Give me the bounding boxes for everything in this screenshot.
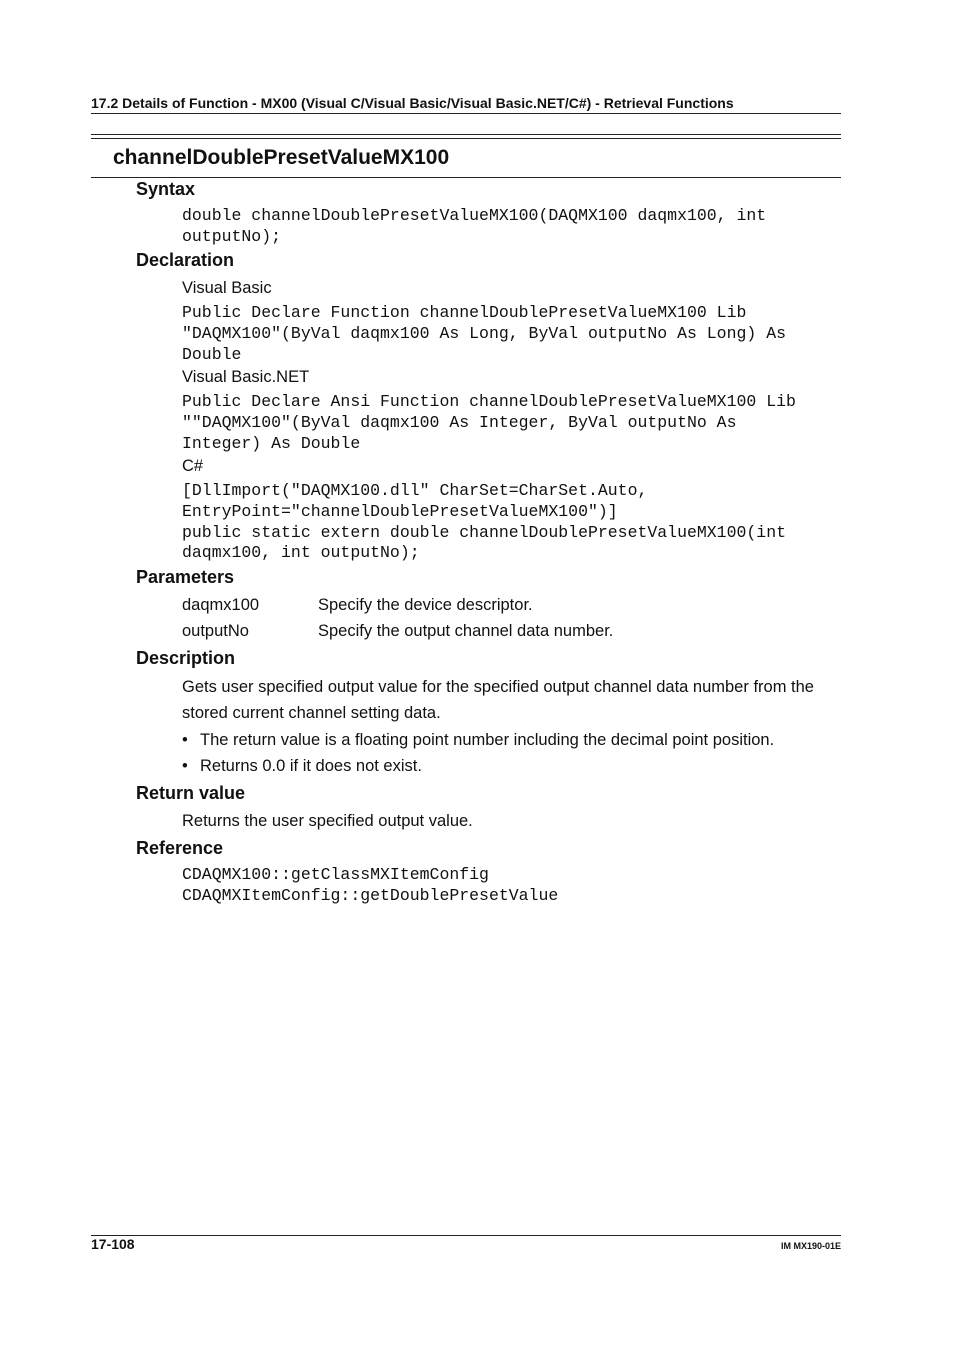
document-id: IM MX190-01E (780, 1241, 841, 1251)
bullet-glyph: • (182, 731, 188, 749)
reference-line: CDAQMX100::getClassMXItemConfig (182, 865, 489, 884)
title-rule-top-1 (91, 134, 841, 135)
section-header: 17.2 Details of Function - MX00 (Visual C/Visual Basic/Visual Basic.NET/C#) - Retrieval Functions (91, 95, 734, 111)
reference-line: CDAQMXItemConfig::getDoublePresetValue (182, 886, 559, 905)
description-bullet (182, 731, 774, 750)
syntax-line: outputNo); (182, 227, 282, 246)
bullet-text: Returns 0.0 if it does not exist. (200, 757, 422, 775)
vbnet-code-line: Integer) As Double (182, 434, 361, 453)
vb-code-line: Public Declare Function channelDoublePresetValueMX100 Lib (182, 303, 747, 322)
vb-code-line: "DAQMX100"(ByVal daqmx100 As Long, ByVal outputNo As Long) As (182, 324, 786, 343)
vb-label: Visual Basic (182, 279, 272, 297)
vb-code-line: Double (182, 345, 242, 364)
declaration-heading: Declaration (136, 250, 235, 270)
header-rule (91, 113, 841, 114)
vbnet-code-line: Public Declare Ansi Function channelDoublePresetValueMX100 Lib (182, 392, 796, 411)
return-value-text: Returns the user specified output value. (182, 812, 473, 830)
syntax-heading: Syntax (136, 179, 196, 199)
function-title: channelDoublePresetValueMX100 (113, 146, 450, 169)
title-rule-top-2 (91, 138, 841, 139)
description-text: Gets user specified output value for the specified output channel data number from the stored current channel setting data. (182, 678, 814, 722)
page-number: 17-108 (91, 1236, 135, 1252)
return-value-heading: Return value (136, 783, 246, 803)
description-bullet (182, 757, 422, 776)
reference-heading: Reference (136, 838, 224, 858)
cs-code-line: daqmx100, int outputNo); (182, 543, 420, 562)
bullet-glyph: • (182, 757, 188, 775)
vbnet-label: Visual Basic.NET (182, 368, 310, 386)
vbnet-code-line: ""DAQMX100"(ByVal daqmx100 As Integer, ByVal outputNo As (182, 413, 737, 432)
cs-code-line: EntryPoint="channelDoublePresetValueMX100")] (182, 502, 618, 521)
description-heading: Description (136, 648, 236, 668)
param-name: outputNo (182, 622, 249, 640)
cs-label: C# (182, 457, 204, 475)
syntax-line: double channelDoublePresetValueMX100(DAQMX100 daqmx100, int (182, 206, 767, 225)
param-name: daqmx100 (182, 596, 260, 614)
param-desc: Specify the output channel data number. (318, 622, 614, 640)
parameters-heading: Parameters (136, 567, 235, 587)
cs-code-line: public static extern double channelDoublePresetValueMX100(int (182, 523, 786, 542)
footer-rule (91, 1235, 841, 1236)
cs-code-line: [DllImport("DAQMX100.dll" CharSet=CharSet.Auto, (182, 481, 648, 500)
param-desc: Specify the device descriptor. (318, 596, 533, 614)
title-rule-bottom (91, 177, 841, 178)
bullet-text: The return value is a floating point number including the decimal point position. (200, 731, 775, 749)
